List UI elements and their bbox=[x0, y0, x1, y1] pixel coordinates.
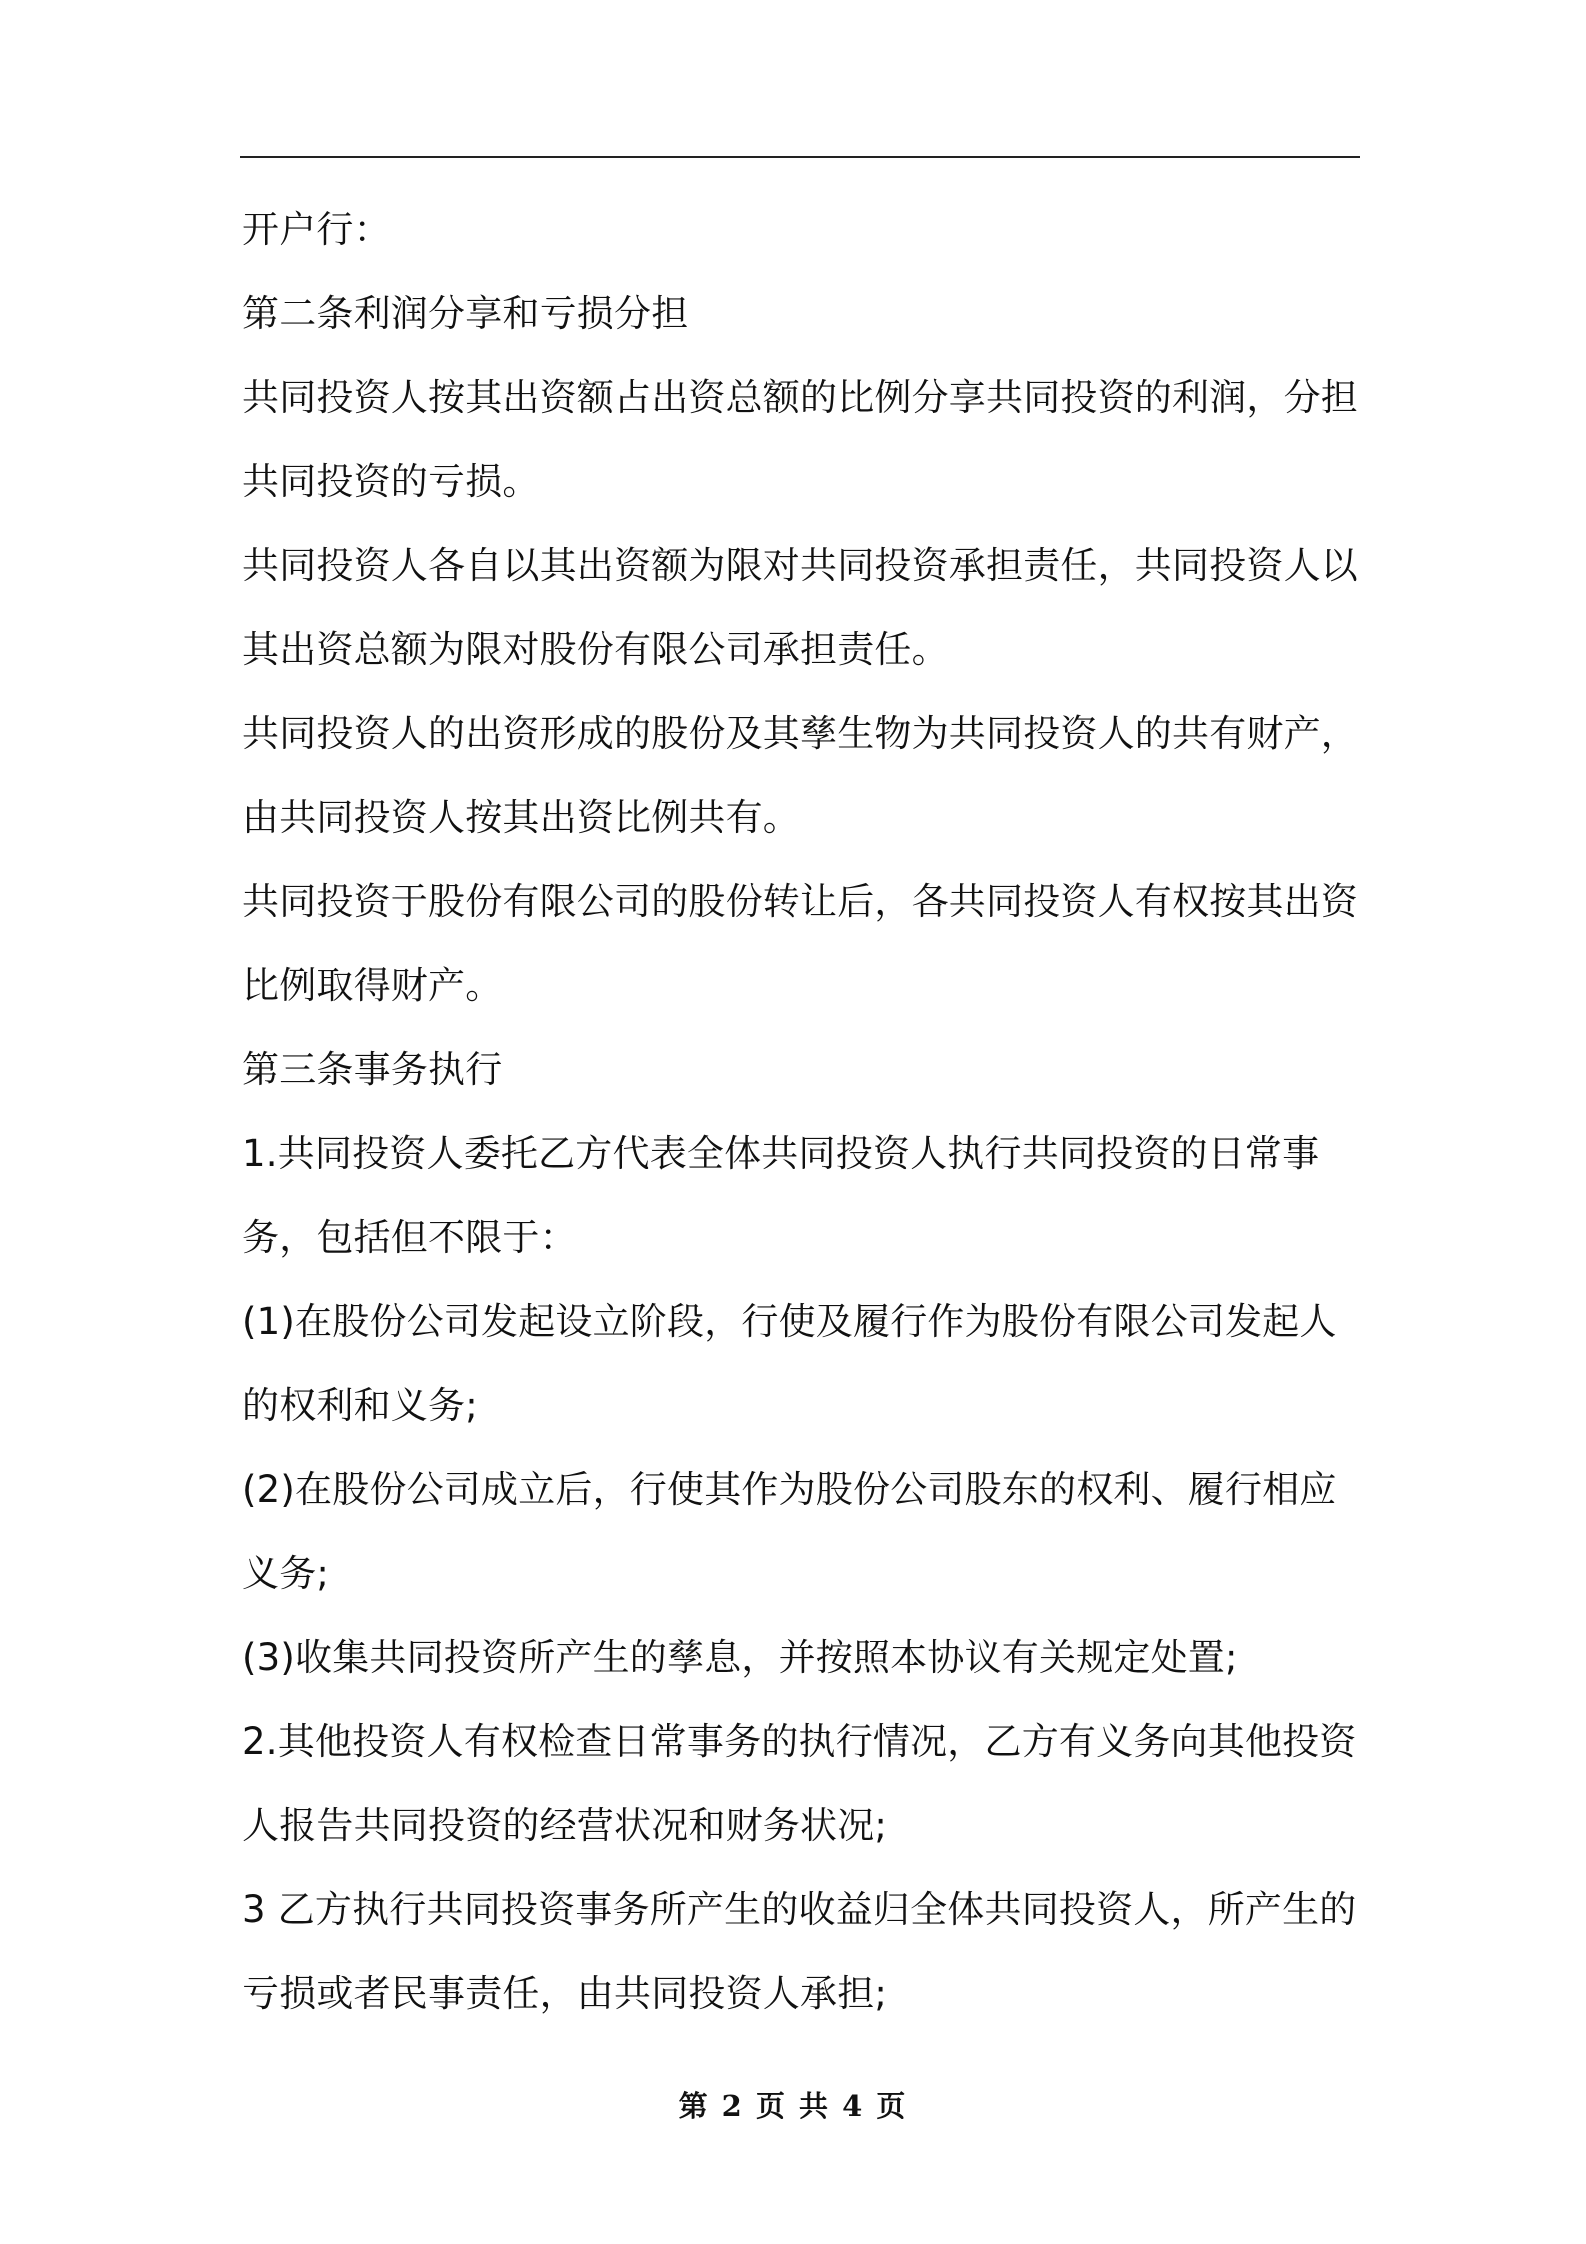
text-line: (1)在股份公司发起设立阶段，行使及履行作为股份有限公司发起人 bbox=[242, 1300, 1337, 1343]
text-line: (2)在股份公司成立后，行使其作为股份公司股东的权利、履行相应 bbox=[242, 1468, 1337, 1511]
text-line: 开户行： bbox=[242, 208, 391, 251]
text-line: 3 乙方执行共同投资事务所产生的收益归全体共同投资人，所产生的 bbox=[242, 1888, 1357, 1931]
text-line: 义务; bbox=[242, 1552, 330, 1595]
text-line: 亏损或者民事责任，由共同投资人承担; bbox=[242, 1972, 888, 2015]
text-line: 1.共同投资人委托乙方代表全体共同投资人执行共同投资的日常事 bbox=[242, 1132, 1320, 1175]
text-line: 共同投资人各自以其出资额为限对共同投资承担责任，共同投资人以 bbox=[242, 544, 1358, 587]
text-line: 共同投资于股份有限公司的股份转让后，各共同投资人有权按其出资 bbox=[242, 880, 1358, 923]
text-line: 其出资总额为限对股份有限公司承担责任。 bbox=[242, 628, 949, 671]
text-line: 共同投资的亏损。 bbox=[242, 460, 540, 503]
text-line: 人报告共同投资的经营状况和财务状况; bbox=[242, 1804, 888, 1847]
text-line: 比例取得财产。 bbox=[242, 964, 503, 1007]
section-heading: 第二条利润分享和亏损分担 bbox=[242, 292, 689, 335]
text-line: 务，包括但不限于： bbox=[242, 1216, 577, 1259]
text-line: 2.其他投资人有权检查日常事务的执行情况，乙方有义务向其他投资 bbox=[242, 1720, 1357, 1763]
header-rule bbox=[240, 156, 1360, 158]
section-heading: 第三条事务执行 bbox=[242, 1048, 503, 1091]
text-line: 由共同投资人按其出资比例共有。 bbox=[242, 796, 800, 839]
text-line: 共同投资人的出资形成的股份及其孳生物为共同投资人的共有财产， bbox=[242, 712, 1358, 755]
text-line: 的权利和义务; bbox=[242, 1384, 478, 1427]
text-line: (3)收集共同投资所产生的孳息，并按照本协议有关规定处置; bbox=[242, 1636, 1238, 1679]
text-line: 共同投资人按其出资额占出资总额的比例分享共同投资的利润，分担 bbox=[242, 376, 1358, 419]
document-body bbox=[242, 196, 1362, 2044]
page-number: 第 2 页 共 4 页 bbox=[678, 2089, 908, 2123]
